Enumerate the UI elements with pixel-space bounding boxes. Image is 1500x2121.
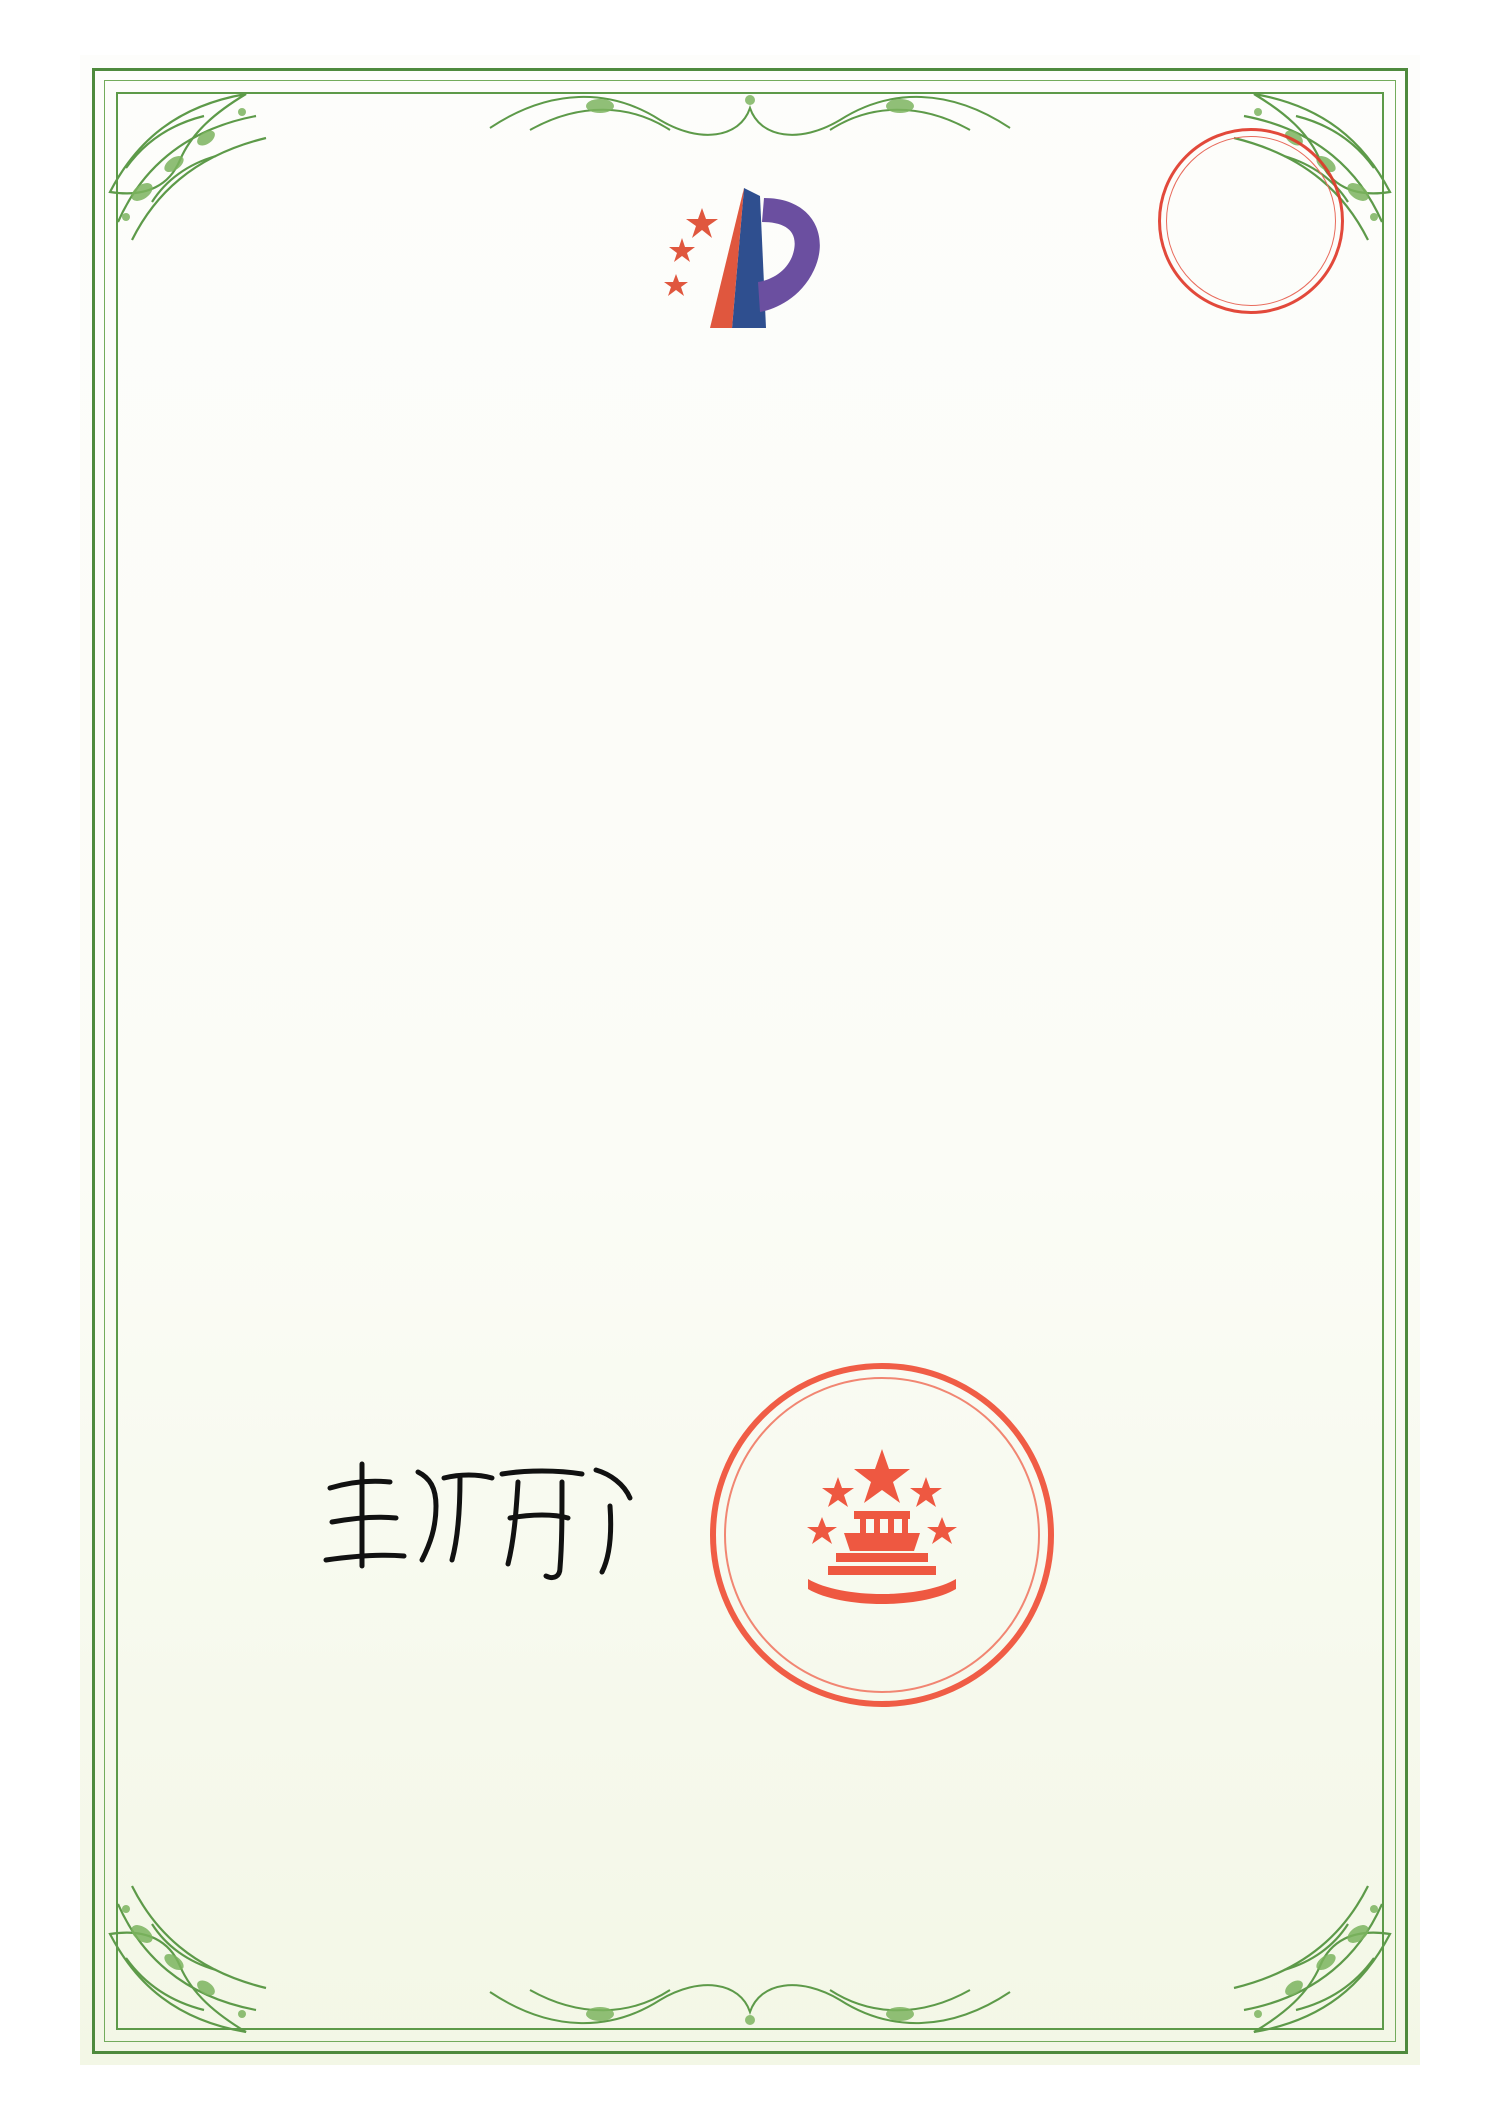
- tax-exemption-seal: [1158, 128, 1348, 318]
- director-signature: [310, 1448, 670, 1588]
- national-emblem-icon: [782, 1433, 982, 1633]
- ip-logo: [648, 178, 848, 338]
- seal-arc-bottom-text: [1158, 128, 1344, 314]
- certificate-content: [140, 118, 1360, 2004]
- patent-barcode: [166, 1398, 554, 1440]
- national-ip-administration-seal: [710, 1363, 1060, 1713]
